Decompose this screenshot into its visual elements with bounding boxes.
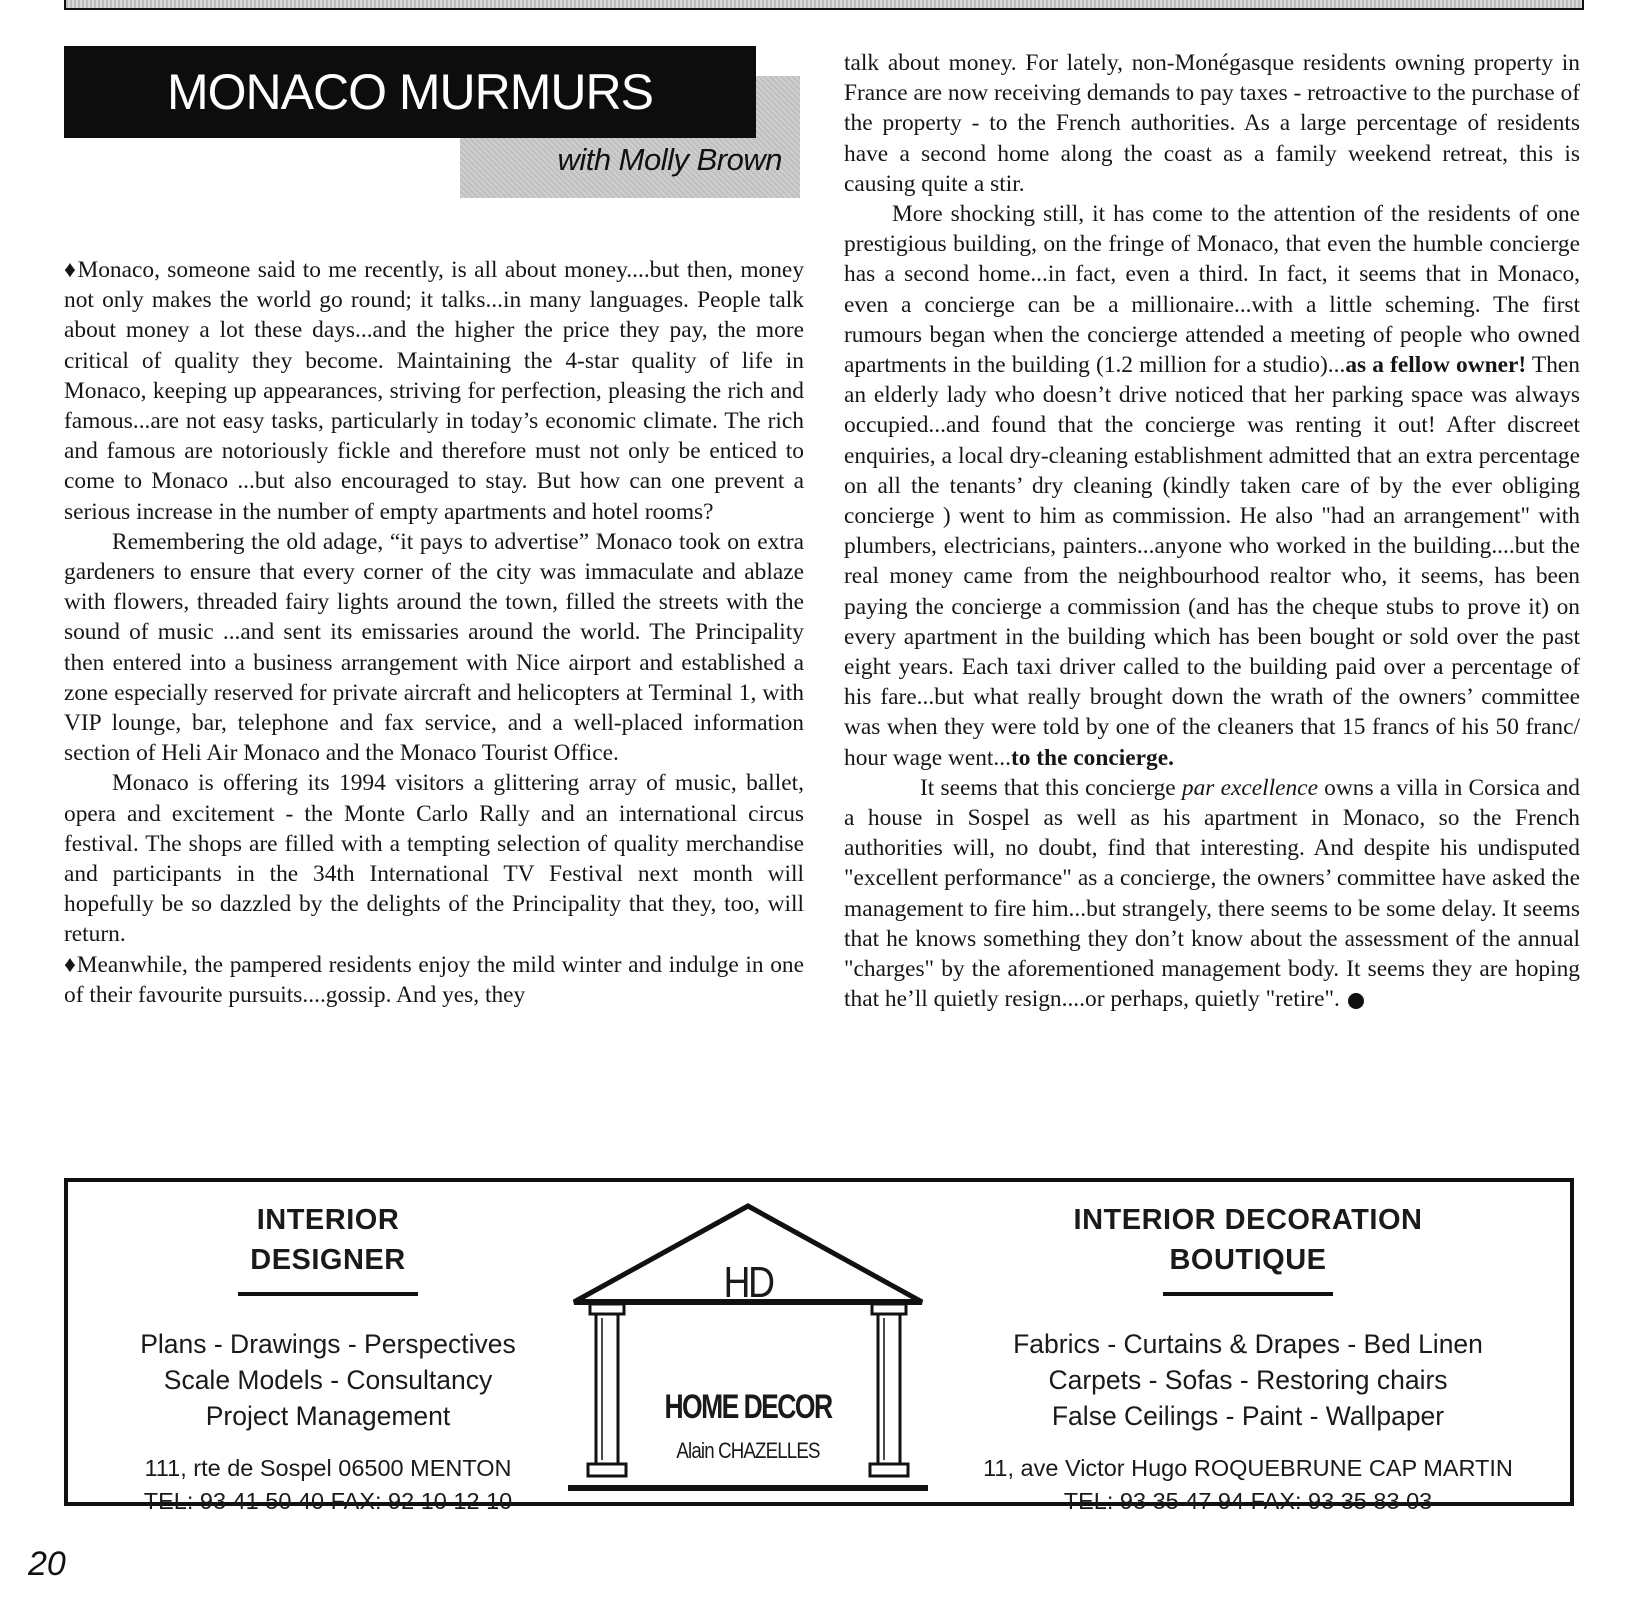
article-paragraph — [64, 950, 804, 1010]
article-paragraph: Monaco is offering its 1994 visitors a glittering array of music, ballet, opera and excitement - the Monte Carlo Rally and an international circus festival. The shops are filled with a tempting selection of quality merchandise and participants in the 34th International TV Festival next month will hopefully be so dazzled by the delights of the Principality that they, too, will return. — [64, 770, 804, 948]
paragraph-text: Then an elderly lady who doesn’t drive noticed that her parking space was always occupied...and found that the concierge was renting it out! After discreet enquiries, a local dry-cleaning establishment admitted that an extra percentage on all the tenants’ dry cleaning (kindly taken care of by the ever obliging concierge ) went to him as commission. He also "had an arrangement" with plumbers, electricians, painters...anyone who worked in the building....but the real money came from the neighbourhood realtor who, it seems, has been paying the concierge a commission (and has the cheque stubs to prove it) on every apartment in the building which has been bought or sold over the past eight years. Each taxi driver called to the building paid over a percentage of his fare...but what really brought down the wrath of the owners’ committee was when they were told by one of the cleaners that 15 francs of his 50 franc/ hour wage went... — [844, 352, 1580, 771]
logo-owner-name: Alain CHAZELLES — [676, 1438, 820, 1463]
article-left-column — [64, 255, 804, 1010]
paragraph-text: Monaco, someone said to me recently, is all about money....but then, money not only makes the world go round; it talks...in many languages. People talk about money a lot these days...and the higher the price they pay, the more critical of quality they become. Maintaining the 4-star quality of life in Monaco, keeping up appearances, striving for perfection, pleasing the rich and famous...are not easy tasks, particularly in today’s economic climate. The rich and famous are notoriously fickle and therefore must not only be enticed to come to Monaco ...but also encouraged to stay. But how can one prevent a serious increase in the number of empty apartments and hotel rooms? — [64, 257, 805, 525]
ad-heading — [948, 1200, 1548, 1280]
ad-service-line: Project Management — [205, 1401, 451, 1431]
ad-address: 111, rte de Sospel 06500 MENTON — [144, 1455, 512, 1481]
article-paragraph: Remembering the old adage, “it pays to advertise” Monaco took on extra gardeners to ensure that every corner of the city was immaculate and ablaze with flowers, threaded fairy lights around the town, filled the streets with the sound of music ...and sent its emissaries around the world. The Principality then entered into a business arrangement with Nice airport and established a zone especially reserved for private aircraft and helicopters at Terminal 1, with VIP lounge, bar, telephone and fax service, and a well-placed information section of Heli Air Monaco and the Monaco Tourist Office. — [64, 528, 804, 767]
paragraph-text: It seems that this concierge — [920, 774, 1182, 801]
paragraph-text: owns a villa in Corsica and a house in Sospel as well as his apartment in Monaco, so the French authorities will, no doubt, find that interesting. And despite his undisputed "excellent performance" as a concierge, the owners’ committee have asked the management to fire him...but strangely, there seems to be some delay. It seems that he knows something they don’t know about the assessment of the annual "charges" by the aforementioned management body. It seems they are hoping that he’ll quietly resign....or perhaps, quietly "retire". — [844, 774, 1580, 1013]
article-paragraph — [844, 199, 1580, 773]
home-decor-logo — [568, 1198, 928, 1498]
bold-phrase: to the concierge — [1010, 744, 1169, 771]
ad-divider — [238, 1292, 418, 1296]
page-number: 20 — [28, 1545, 66, 1583]
ad-heading-line: INTERIOR DECORATION — [1073, 1204, 1423, 1236]
ad-address: 11, ave Victor Hugo ROQUEBRUNE CAP MARTIN — [983, 1455, 1513, 1481]
diamond-bullet-icon: ♦ — [64, 257, 78, 283]
ad-heading-line: DESIGNER — [250, 1244, 406, 1276]
ad-divider — [1163, 1292, 1333, 1296]
italic-phrase: par excellence — [1181, 774, 1318, 801]
paragraph-text: Meanwhile, the pampered residents enjoy the mild winter and indulge in one of their favourite pursuits....gossip. And yes, they — [64, 951, 805, 1008]
article-paragraph: talk about money. For lately, non-Monégasque residents owning property in France are now receiving demands to pay taxes - retroactive to the purchase of the property - to the French authorities. As a large percentage of residents have a second home along the coast as a family weekend retreat, this is causing quite a stir. — [844, 50, 1580, 197]
bold-punctuation: . — [1168, 744, 1174, 771]
ad-interior-designer — [108, 1200, 548, 1518]
top-border-rule — [64, 0, 1584, 10]
ad-heading — [108, 1200, 548, 1280]
ad-service-line: Carpets - Sofas - Restoring chairs — [1048, 1365, 1448, 1395]
ad-heading-line: INTERIOR — [256, 1204, 400, 1236]
article-right-column — [844, 48, 1580, 1015]
diamond-bullet-icon: ♦ — [64, 951, 77, 978]
logo-brand-name: HOME DECOR — [664, 1388, 832, 1426]
article-paragraph — [844, 773, 1580, 1015]
bold-phrase: as a fellow owner! — [1345, 352, 1527, 379]
author-byline: with Molly Brown — [557, 142, 782, 177]
ad-heading-line: BOUTIQUE — [1169, 1244, 1327, 1276]
ad-service-line: False Ceilings - Paint - Wallpaper — [1051, 1401, 1445, 1431]
ad-service-line: Fabrics - Curtains & Drapes - Bed Linen — [1013, 1329, 1483, 1359]
column-title: MONACO MURMURS — [64, 46, 756, 138]
end-mark-icon — [1348, 993, 1364, 1009]
ad-service-line: Scale Models - Consultancy — [163, 1365, 493, 1395]
home-decor-advertisement — [64, 1178, 1574, 1514]
article-paragraph — [64, 255, 804, 527]
ad-service-line: Plans - Drawings - Perspectives — [140, 1329, 516, 1359]
ad-phone: TEL: 93 35 47 94 FAX: 93 35 83 03 — [1063, 1488, 1433, 1514]
ad-phone: TEL: 93 41 50 40 FAX: 92 10 12 10 — [143, 1488, 513, 1514]
logo-monogram: HD — [723, 1258, 773, 1307]
ad-decoration-boutique — [948, 1200, 1548, 1518]
paragraph-text: More shocking still, it has come to the attention of the residents of one prestigious building, on the fringe of Monaco, that even the humble concierge has a second home...in fact, even a third. In fact, it seems that in Monaco, even a concierge can be a millionaire...with a little scheming. The first rumours began when the concierge attended a meeting of people who owned apartments in the building (1.2 million for a studio)... — [844, 201, 1580, 379]
